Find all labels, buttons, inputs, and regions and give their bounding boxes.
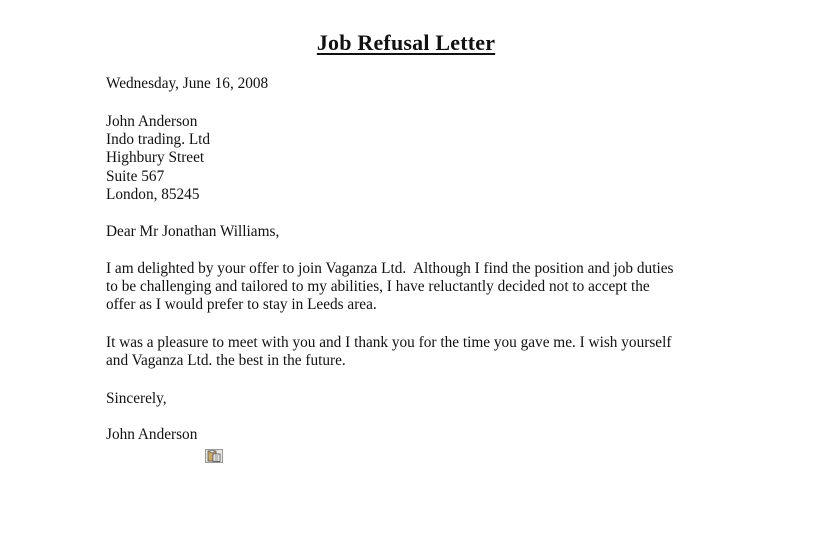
letter-paragraph-2 [106,334,726,370]
address-line: John Anderson [106,113,198,130]
address-line: Indo trading. Ltd [106,131,211,149]
address-line: London, 85245 [106,185,200,203]
letter-paragraph-1 [106,260,726,315]
paragraph-line: to be challenging and tailored to my abilities, I have reluctantly decided not to accept the [106,278,650,296]
clipboard-icon [207,450,222,462]
letter-title: Job Refusal Letter [316,30,496,55]
recipient-address [106,113,726,204]
paragraph-line: It was a pleasure to meet with you and I thank you for the time you gave me. I wish yourself [106,334,672,351]
paste-options-icon[interactable] [205,449,223,463]
address-line: Suite 567 [106,167,165,185]
paragraph-line: offer as I would prefer to stay in Leeds area. [106,296,377,314]
letter-signature: John Anderson [106,426,198,443]
letter-date: Wednesday, June 16, 2008 [106,75,269,92]
letter-salutation: Dear Mr Jonathan Williams, [106,223,280,240]
address-line: Highbury Street [106,149,205,167]
paragraph-line: and Vaganza Ltd. the best in the future. [106,352,346,370]
paragraph-line: I am delighted by your offer to join Vaganza Ltd. Although I find the position and job duties [106,260,674,277]
letter-closing: Sincerely, [106,390,167,407]
